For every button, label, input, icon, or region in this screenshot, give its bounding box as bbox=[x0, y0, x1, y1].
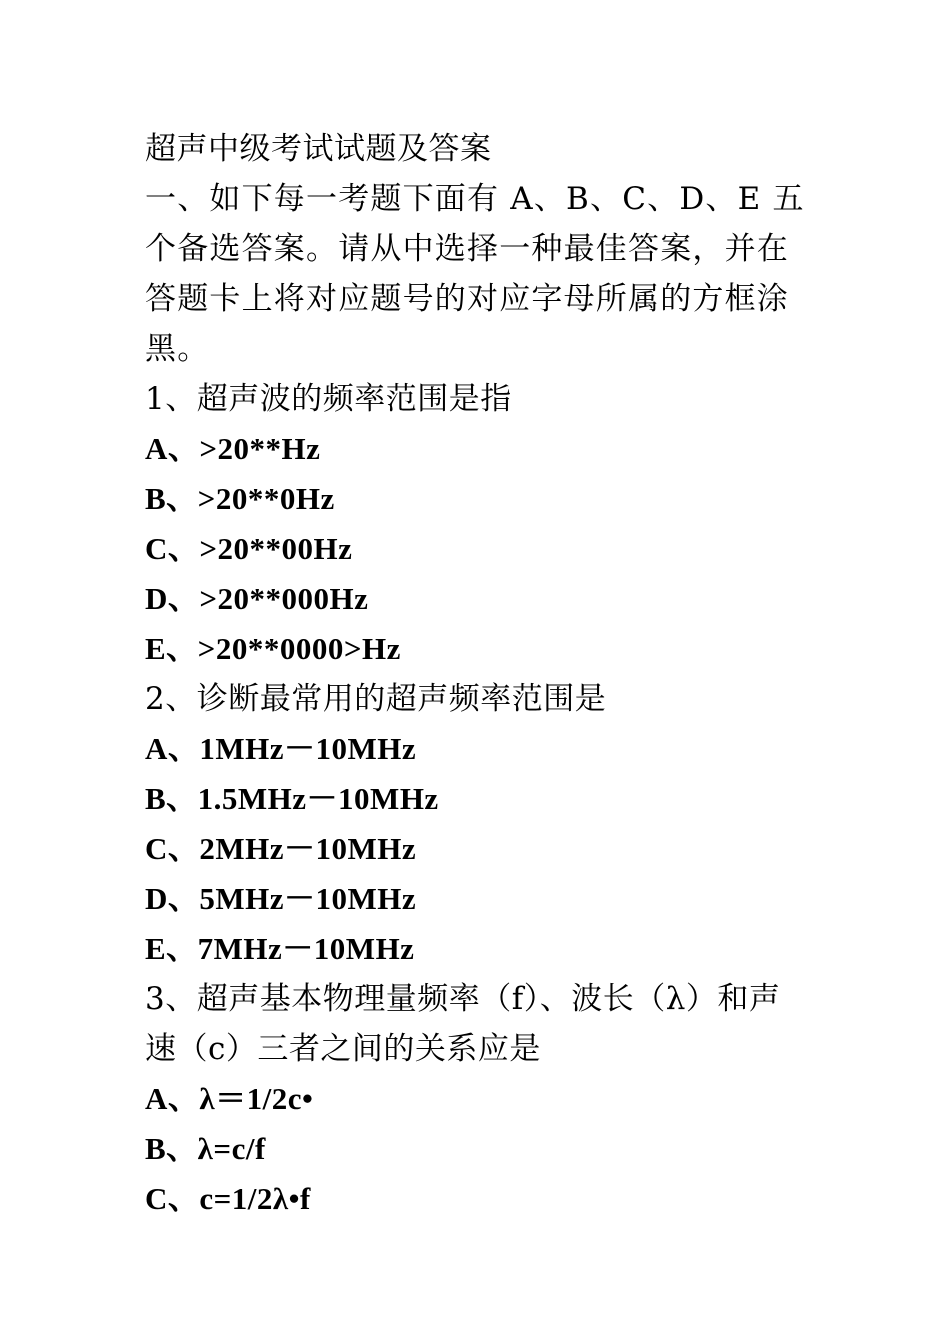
option-e: E、>20**0000>Hz bbox=[145, 631, 401, 666]
document-title: 超声中级考试试题及答案 bbox=[145, 131, 492, 167]
question-3 bbox=[145, 974, 815, 1224]
option-b: B、>20**0Hz bbox=[145, 481, 335, 516]
question-text: 2、诊断最常用的超声频率范围是 bbox=[145, 681, 607, 717]
option-a: A、λ＝1/2c• bbox=[145, 1081, 314, 1116]
option-a: A、>20**Hz bbox=[145, 431, 321, 466]
option-a: A、1MHz－10MHz bbox=[145, 731, 417, 766]
option-c: C、>20**00Hz bbox=[145, 531, 353, 566]
instructions-line: 黑。 bbox=[145, 331, 210, 367]
instructions-line: 一、如下每一考题下面有 A、B、C、D、E 五 bbox=[145, 181, 805, 217]
option-e: E、7MHz－10MHz bbox=[145, 931, 415, 966]
option-b: B、1.5MHz－10MHz bbox=[145, 781, 439, 816]
option-d: D、>20**000Hz bbox=[145, 581, 369, 616]
option-d: D、5MHz－10MHz bbox=[145, 881, 417, 916]
question-text: 速（c）三者之间的关系应是 bbox=[145, 1031, 541, 1067]
document-page bbox=[145, 124, 815, 1224]
instructions-line: 个备选答案。请从中选择一种最佳答案，并在 bbox=[145, 231, 789, 267]
question-text: 3、超声基本物理量频率（f）、波长（λ）和声 bbox=[145, 981, 781, 1017]
option-b: B、λ=c/f bbox=[145, 1131, 266, 1166]
option-c: C、2MHz－10MHz bbox=[145, 831, 417, 866]
question-text: 1、超声波的频率范围是指 bbox=[145, 381, 512, 417]
question-2 bbox=[145, 674, 815, 974]
instructions-line: 答题卡上将对应题号的对应字母所属的方框涂 bbox=[145, 281, 789, 317]
option-c: C、c=1/2λ•f bbox=[145, 1181, 311, 1216]
instructions-block bbox=[145, 174, 815, 374]
question-1 bbox=[145, 374, 815, 674]
